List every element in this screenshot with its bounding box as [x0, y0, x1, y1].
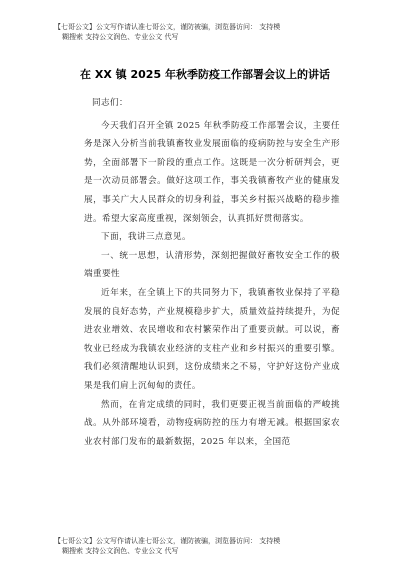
- page-footer-watermark: [54, 536, 374, 556]
- section-heading-1: 一、统一思想，认清形势，深刻把握做好畜牧安全工作的极端重要性: [84, 250, 340, 280]
- page-header-watermark: [54, 22, 374, 42]
- document-body: [84, 94, 340, 451]
- paragraph-intro: 今天我们召开全镇 2025 年秋季防疫工作部署会议，主要任务是深入分析当前我镇畜牧业发展面临的疫病防控与安全生产形势，全面部署下一阶段的重点工作。这既是一次分析研判会，更是一次动员部署会。做好这项工作，事关我镇畜牧产业的健康发展，事关广大人民群众的切身利益，事关乡村振兴战略的稳步推进。希望大家高度重视，深刻领会，认真抓好贯彻落实。: [84, 120, 340, 224]
- document-title: 在 XX 镇 2025 年秋季防疫工作部署会议上的讲话: [80, 68, 330, 81]
- header-line-1: 【七哥公文】公文写作请认准七哥公文，谨防被骗，浏览器访问： 支持模: [54, 23, 281, 31]
- salutation: 同志们：: [92, 98, 128, 108]
- paragraph-outline: 下面，我讲三点意见。: [101, 232, 191, 243]
- paragraph-challenges: 然而，在肯定成绩的同时，我们更要正视当前面临的严峻挑战。从外部环境看，动物疫病防控的压力有增无减。根据国家农业农村部门发布的最新数据，2025 年以来，全国范: [84, 399, 340, 447]
- footer-line-2: 糊搜索 支持公文润色、专业公文 代写: [62, 547, 179, 555]
- header-line-2: 糊搜索 支持公文润色、专业公文 代写: [62, 33, 179, 41]
- paragraph-achievements: 近年来，在全镇上下的共同努力下，我镇畜牧业保持了平稳发展的良好态势，产业规模稳步扩大，质量效益持续提升，为促进农业增效、农民增收和农村繁荣作出了重要贡献。可以说，畜牧业已经成为我镇农业经济的支柱产业和乡村振兴的重要引擎。我们必须清醒地认识到，这份成绩来之不易，守护好这份产业成果是我们肩上沉甸甸的责任。: [84, 287, 340, 391]
- footer-line-1: 【七哥公文】公文写作请认准七哥公文，谨防被骗，浏览器访问： 支持模: [54, 537, 281, 545]
